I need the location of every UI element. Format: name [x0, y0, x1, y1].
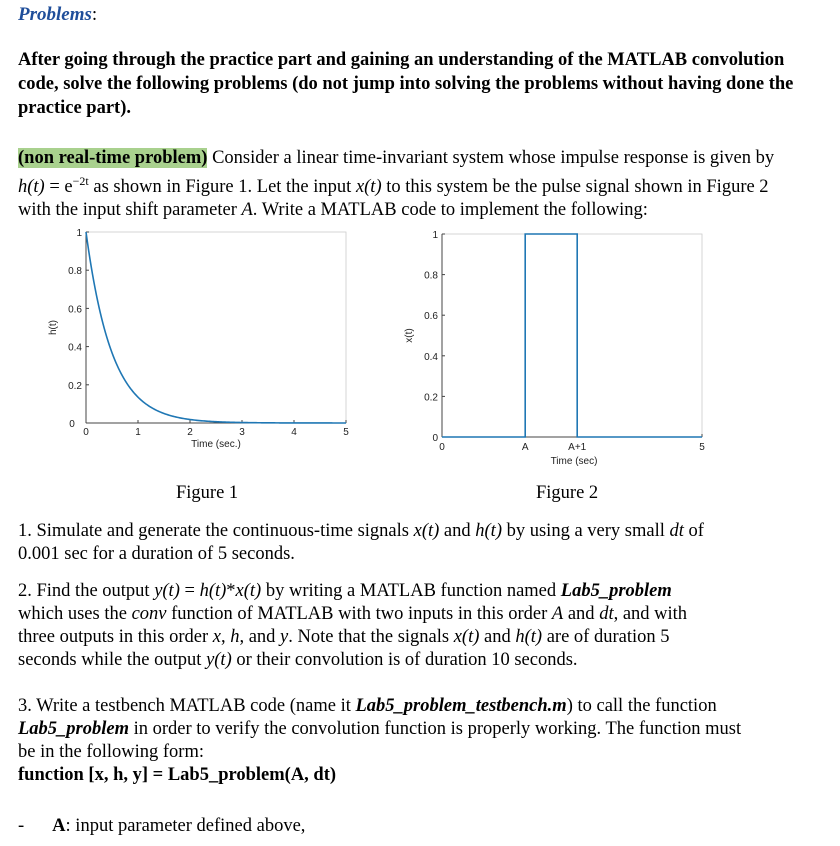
fig1-ytick-label: 0.4	[68, 342, 82, 354]
figure-2-caption: Figure 2	[536, 483, 599, 503]
fig1-ytick-label: 0.6	[68, 304, 82, 316]
fig1-axes-box	[86, 232, 346, 423]
fig2-xtick-label: A	[521, 442, 529, 453]
section-heading: Problems:	[18, 4, 98, 25]
fig1-ytick-label: 0	[69, 419, 75, 430]
fig2-xtick-label: 5	[699, 442, 705, 453]
figure-1-plot	[48, 228, 349, 450]
fig2-ytick-label: 0	[432, 433, 438, 444]
fig1-ylabel: h(t)	[48, 320, 59, 335]
item-1: 1. Simulate and generate the continuous-time signals x(t) and h(t) by using a very small dt of 0.001 sec for a duration of 5 seconds.	[18, 521, 704, 564]
highlighted-tag: (non real-time problem)	[18, 148, 208, 168]
fig2-ytick-label: 0.8	[424, 270, 438, 282]
fig1-xlabel: Time (sec.)	[191, 439, 241, 450]
fig1-xtick-label: 4	[291, 427, 297, 438]
fig1-xtick-label: 1	[135, 427, 141, 438]
intro-paragraph: After going through the practice part and gaining an understanding of the MATLAB convolution code, solve the following problems (do not jump into solving the problems without having done the practice part).	[18, 50, 794, 118]
fig1-ytick-label: 0.2	[68, 380, 82, 392]
fig1-xtick-label: 3	[239, 427, 245, 438]
fig2-ytick-label: 0.4	[424, 351, 438, 363]
item-3: 3. Write a testbench MATLAB code (name it Lab5_problem_testbench.m) to call the function Lab5_problem in order to verify the convolution function is properly working. The function must be in the following form: function [x, h, y] = Lab5_problem(A, dt)	[18, 696, 742, 785]
fig2-ytick-label: 0.6	[424, 311, 438, 323]
item-2: 2. Find the output y(t) = h(t)*x(t) by writing a MATLAB function named Lab5_problem which uses the conv function of MATLAB with two inputs in this order A and dt, and with three outputs in this order x, h, and y. Note that the signals x(t) and h(t) are of duration 5 seconds while the output y(t) or their convolution is of duration 10 seconds.	[18, 581, 688, 670]
figure-2-plot	[404, 230, 705, 467]
fig1-xtick-label: 5	[343, 427, 349, 438]
bullet-item: - A: input parameter defined above,	[18, 816, 306, 836]
fig2-ylabel: x(t)	[404, 328, 415, 343]
figure-1-caption: Figure 1	[176, 483, 239, 503]
fig2-xlabel: Time (sec)	[550, 456, 598, 467]
figures-svg	[0, 222, 840, 472]
fig1-xtick-label: 0	[83, 427, 89, 438]
fig1-ytick-label: 1	[76, 228, 82, 239]
fig2-xtick-label: 0	[439, 442, 445, 453]
function-signature: function [x, h, y] = Lab5_problem(A, dt)	[18, 765, 337, 785]
fig2-ytick-label: 0.2	[424, 392, 438, 404]
fig2-xtick-label: A+1	[568, 442, 587, 453]
fig2-axes-box	[442, 234, 702, 437]
fig1-xtick-label: 2	[187, 427, 193, 438]
problem-statement: (non real-time problem) Consider a linear time-invariant system whose impulse response is given by $h(t) = e^{-2t}$ as shown in Figure 1. Let the input x(t) to this system be the pulse signal shown in Figure 2 with the input shift parameter A. Write a MATLAB code to implement the following:	[18, 148, 775, 221]
fig2-ytick-label: 1	[432, 230, 438, 241]
fig1-ytick-label: 0.8	[68, 266, 82, 278]
